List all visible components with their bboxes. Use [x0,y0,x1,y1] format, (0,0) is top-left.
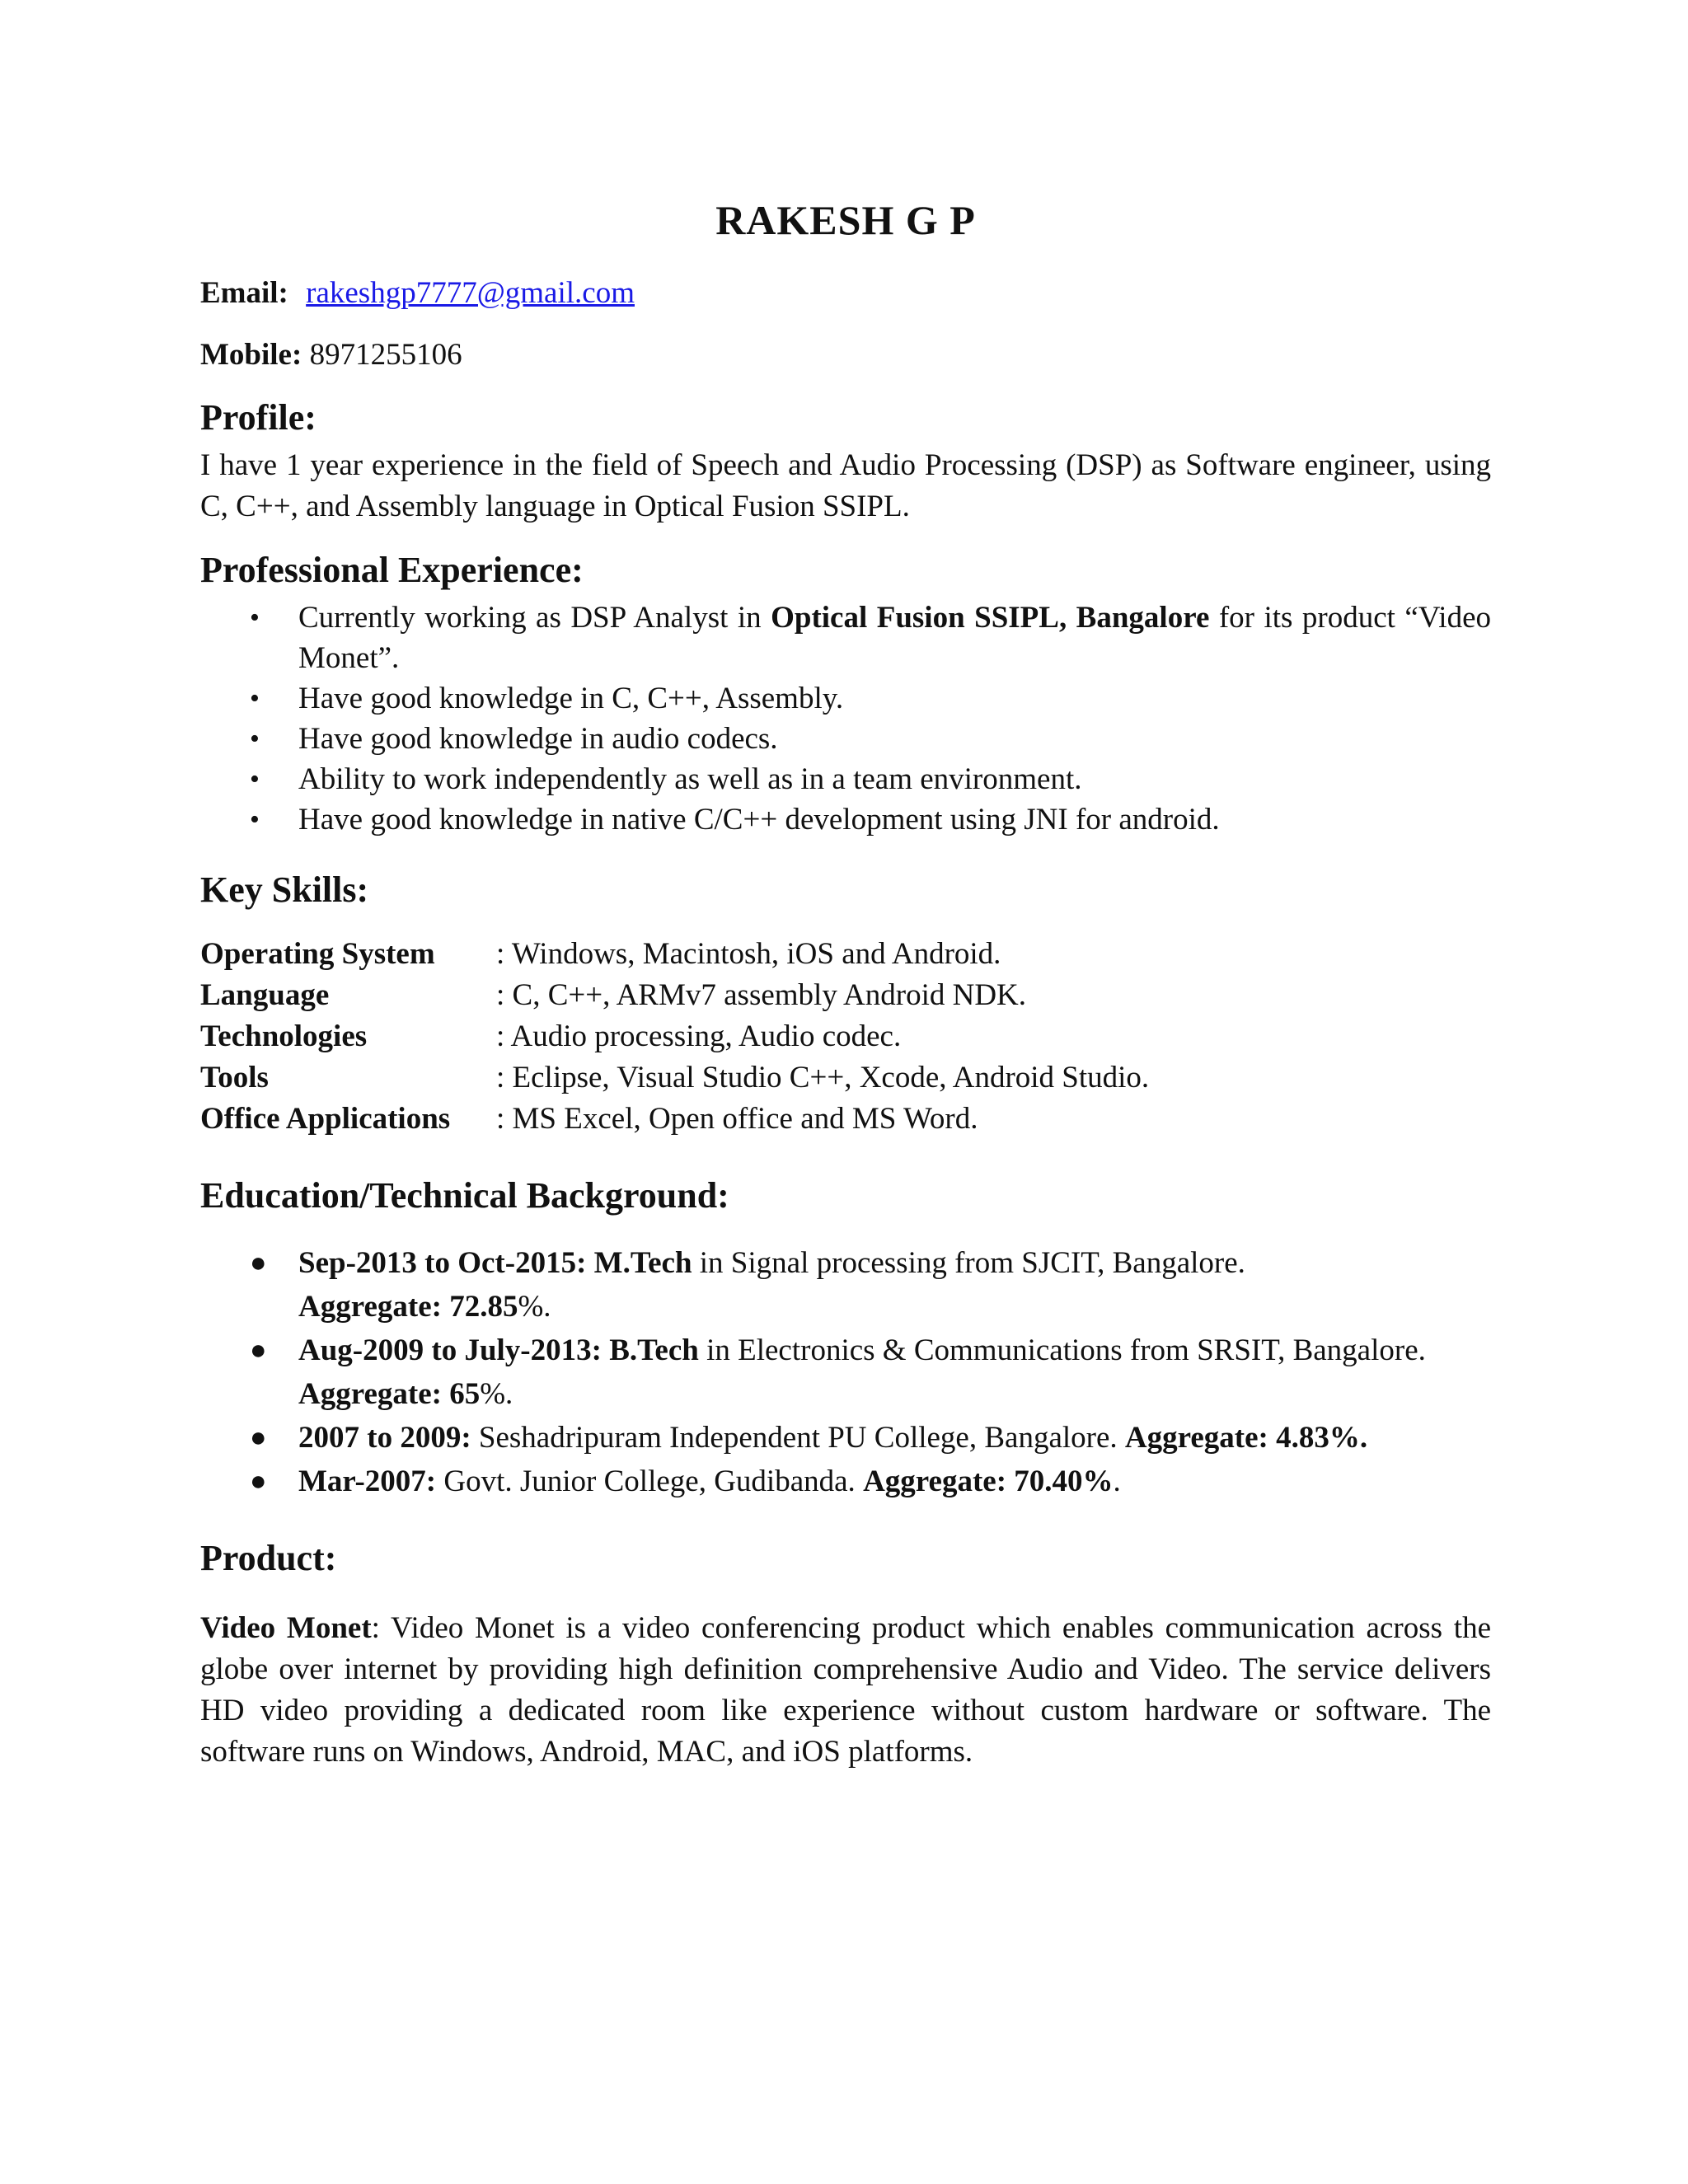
product-description: : Video Monet is a video conferencing product which enables communication across the globe over internet by providing high definition comprehensive Audio and Video. The service delivers HD video providing a dedicated room like experience without custom hardware or software. The software runs on Windows, Android, MAC, and iOS platforms. [200,1611,1491,1769]
list-item: • Have good knowledge in native C/C++ development using JNI for android. [200,799,1491,840]
experience-list [200,598,1491,840]
bullet-icon: • [250,602,260,633]
skills-heading: Key Skills: [200,869,369,910]
bullet-icon: • [250,804,260,835]
skill-name: Technologies [200,1019,368,1053]
skill-row [200,1057,1491,1099]
list-item: • Currently working as DSP Analyst in Optical Fusion SSIPL, Bangalore for its product “Video Monet”. [200,598,1491,678]
mobile-line [200,337,462,373]
bullet-icon: ● [250,1248,267,1278]
skill-value: : Windows, Macintosh, iOS and Android. [496,937,1001,971]
skill-row [200,934,1491,975]
bullet-icon: • [250,683,260,714]
skill-value: : C, C++, ARMv7 assembly Android NDK. [496,978,1027,1012]
skills-table [200,934,1491,1140]
skill-value: : Audio processing, Audio codec. [496,1019,902,1053]
employer-name: Optical Fusion SSIPL, Bangalore [771,601,1210,635]
skill-row [200,975,1491,1016]
mobile-number: 8971255106 [309,338,462,372]
education-list [200,1241,1491,1503]
bullet-icon: ● [250,1422,267,1453]
education-heading: Education/Technical Background: [200,1175,729,1216]
skill-row [200,1016,1491,1057]
bullet-icon: ● [250,1335,267,1366]
profile-text: I have 1 year experience in the field of Speech and Audio Processing (DSP) as Software engineer, using C, C++, and Assembly language in Optical Fusion SSIPL. [200,448,1491,523]
bullet-icon: • [250,724,260,754]
skill-row [200,1099,1491,1140]
product-heading: Product: [200,1538,337,1578]
email-line [200,275,635,311]
experience-heading: Professional Experience: [200,550,584,590]
list-item: • Have good knowledge in audio codecs. [200,719,1491,759]
product-text [200,1608,1491,1773]
list-item: ● 2007 to 2009: Seshadripuram Independent PU College, Bangalore. Aggregate: 4.83%. [200,1416,1491,1460]
list-item: • Have good knowledge in C, C++, Assembly. [200,678,1491,719]
list-item: • Ability to work independently as well as in a team environment. [200,759,1491,799]
product-name: Video Monet [200,1611,372,1645]
skill-value: : MS Excel, Open office and MS Word. [496,1102,978,1136]
skill-name: Office Applications [200,1102,451,1136]
candidate-name: RAKESH G P [715,197,976,243]
skill-name: Operating System [200,937,435,971]
email-link[interactable]: rakeshgp7777@gmail.com [306,276,635,310]
skill-name: Tools [200,1061,269,1094]
profile-heading: Profile: [200,397,316,438]
list-item: ● Aug-2009 to July-2013: B.Tech in Electronics & Communications from SRSIT, Bangalore. Aggregate: 65%. [200,1329,1491,1416]
skill-name: Language [200,978,330,1012]
bullet-icon: ● [250,1466,267,1497]
list-item: ● Mar-2007: Govt. Junior College, Gudibanda. Aggregate: 70.40%. [200,1460,1491,1503]
list-item: ● Sep-2013 to Oct-2015: M.Tech in Signal processing from SJCIT, Bangalore. Aggregate: 72.85%. [200,1241,1491,1329]
mobile-label: Mobile: [200,338,302,372]
bullet-icon: • [250,764,260,794]
skill-value: : Eclipse, Visual Studio C++, Xcode, Android Studio. [496,1061,1150,1094]
email-label: Email: [200,276,288,310]
